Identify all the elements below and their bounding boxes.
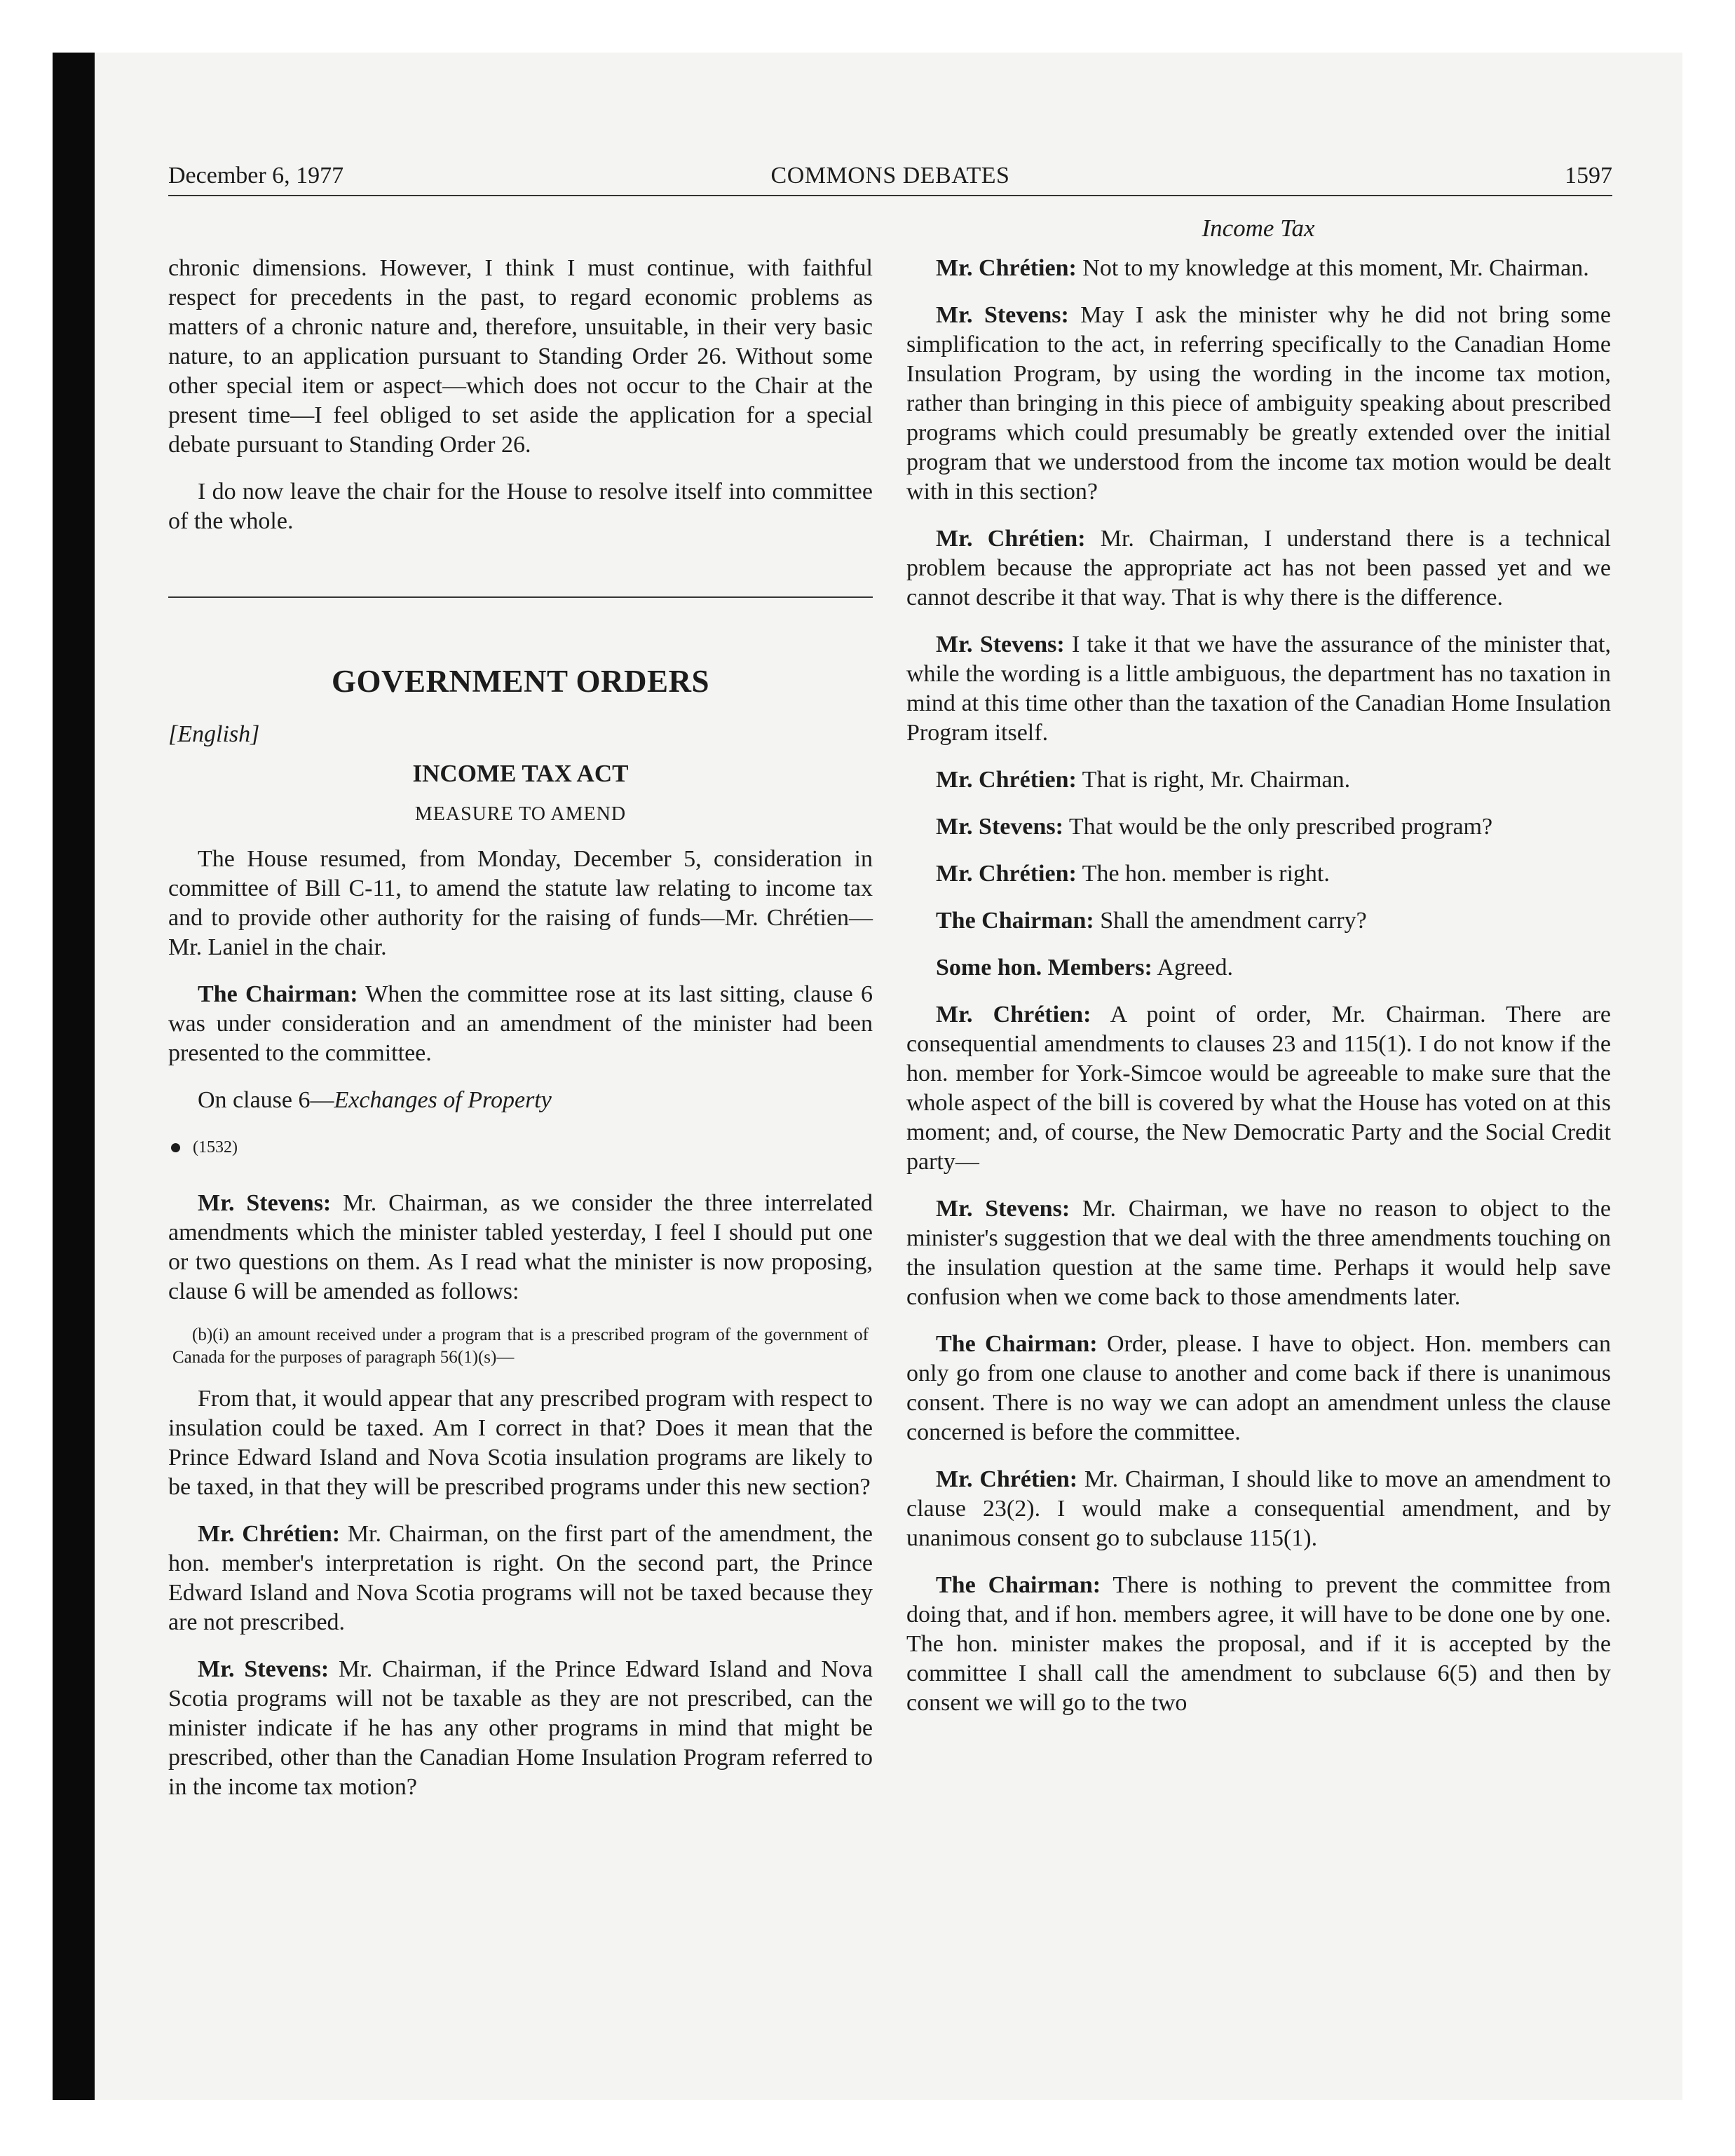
page-number: 1597 bbox=[1565, 163, 1612, 189]
quoted-amendment: (b)(i) an amount received under a program that is a prescribed program of the government of Canada for the purposes of paragraph 56(1)(s)— bbox=[172, 1325, 869, 1367]
header-publication: COMMONS DEBATES bbox=[770, 163, 1010, 189]
speaker-name: Mr. Chrétien: bbox=[936, 861, 1077, 887]
speech-text: That would be the only prescribed program? bbox=[1063, 814, 1493, 840]
speech bbox=[906, 1000, 1611, 1177]
speech bbox=[906, 254, 1611, 283]
speech-text: I take it that we have the assurance of the minister that, while the wording is a little ambiguous, the department has no taxation in mind at this time other than the taxation of the Canadian Home Insulation Program itself. bbox=[906, 632, 1611, 746]
speaker-name: Mr. Stevens: bbox=[198, 1190, 332, 1216]
bill-title: INCOME TAX ACT bbox=[412, 760, 629, 787]
bill-subtitle: MEASURE TO AMEND bbox=[414, 803, 627, 825]
paragraph: From that, it would appear that any prescribed program with respect to insulation could be taxed. Am I correct in that? Does it mean that the Prince Edward Island and Nova Scotia insulation programs are likely to be taxed, in that they will be prescribed programs under this new section? bbox=[168, 1386, 873, 1500]
speaker-name: The Chairman: bbox=[198, 981, 358, 1007]
speaker-name: Mr. Stevens: bbox=[936, 1196, 1070, 1222]
speech bbox=[906, 301, 1611, 507]
speech-text: Order, please. I have to object. Hon. members can only go from one clause to another and come back if there is unanimous consent. There is no way we can adopt an amendment unless the clause concerned is before the committee. bbox=[906, 1331, 1612, 1445]
paragraph: The House resumed, from Monday, December 5, consideration in committee of Bill C-11, to amend the statute law relating to income tax and to provide other authority for the raising of funds—Mr. Chrétien—Mr. Laniel in the chair. bbox=[168, 846, 873, 960]
speech-text: The hon. member is right. bbox=[1076, 861, 1330, 887]
speech bbox=[906, 630, 1611, 748]
speech bbox=[906, 812, 1611, 842]
speech-text: That is right, Mr. Chairman. bbox=[1076, 767, 1351, 793]
speaker-name: Mr. Chrétien: bbox=[936, 255, 1077, 281]
speech-text: Mr. Chairman, I understand there is a technical problem because the appropriate act has not been passed yet and we cannot describe it that way. That is why there is the difference. bbox=[906, 526, 1611, 610]
speaker-name: The Chairman: bbox=[936, 1572, 1101, 1598]
speech bbox=[168, 1520, 873, 1637]
speech-text: Mr. Chairman, as we consider the three interrelated amendments which the minister tabled yesterday, I feel I should put one or two questions on them. As I read what the minister is now proposing, clause 6 will be amended as follows: bbox=[168, 1190, 873, 1304]
speech-text: There is nothing to prevent the committee from doing that, and if hon. members agree, it will have to be done one by one. The hon. minister makes the proposal, and if it is accepted by the committee I shall call the amendment to subclause 6(5) and then by consent we will go to the two bbox=[906, 1572, 1611, 1716]
header-rule bbox=[168, 195, 1612, 196]
speaker-name: Mr. Stevens: bbox=[936, 632, 1065, 657]
speech bbox=[906, 906, 1611, 936]
speech bbox=[906, 859, 1611, 889]
speech-text: May I ask the minister why he did not bring some simplification to the act, in referring specifically to the Canadian Home Insulation Program, by using the wording in the income tax motion, rather than bringing in this piece of ambiguity speaking about prescribed programs which could presumably be greatly extended over the initial program that we understood from the income tax motion would be dealt with in this section? bbox=[906, 302, 1612, 505]
language-tag: [English] bbox=[168, 721, 260, 747]
binding-edge bbox=[53, 53, 95, 2100]
section-divider bbox=[168, 596, 873, 598]
speech-text: Shall the amendment carry? bbox=[1094, 908, 1367, 934]
speaker-name: Some hon. Members: bbox=[936, 955, 1152, 981]
speech bbox=[906, 524, 1611, 613]
speaker-name: The Chairman: bbox=[936, 908, 1094, 934]
speech bbox=[906, 765, 1611, 795]
speech bbox=[906, 1571, 1611, 1718]
clause-line bbox=[168, 1086, 873, 1115]
paragraph: I do now leave the chair for the House to resolve itself into committee of the whole. bbox=[168, 479, 873, 534]
timestamp-text: (1532) bbox=[193, 1138, 238, 1157]
speech bbox=[906, 1465, 1611, 1553]
speaker-name: Mr. Chrétien: bbox=[198, 1521, 341, 1547]
section-title: GOVERNMENT ORDERS bbox=[332, 664, 709, 699]
clause-title: Exchanges of Property bbox=[334, 1087, 552, 1113]
bullet-icon bbox=[171, 1143, 180, 1152]
speech bbox=[168, 1655, 873, 1802]
header-date: December 6, 1977 bbox=[168, 163, 344, 189]
speaker-name: Mr. Chrétien: bbox=[936, 1002, 1091, 1028]
speech bbox=[906, 953, 1611, 983]
speech bbox=[906, 1330, 1611, 1447]
right-column bbox=[906, 254, 1611, 1735]
speech-text: Agreed. bbox=[1152, 955, 1233, 981]
subject-heading: Income Tax bbox=[1202, 214, 1315, 242]
speech-text: Mr. Chairman, we have no reason to object to the minister's suggestion that we deal with the three amendments touching on the insulation question at the same time. Perhaps it would help save confusion when we come back to those amendments later. bbox=[906, 1196, 1611, 1310]
speech-text: A point of order, Mr. Chairman. There are consequential amendments to clauses 23 and 115(1). I do not know if the hon. member for York-Simcoe would be agreeable to make sure that the whole aspect of the bill is covered by what the House has voted on at this moment; and, of course, the New Democratic Party and the Social Credit party— bbox=[906, 1002, 1612, 1175]
speech bbox=[168, 1189, 873, 1306]
speech bbox=[906, 1194, 1611, 1312]
speech bbox=[168, 980, 873, 1068]
speaker-name: Mr. Chrétien: bbox=[936, 526, 1086, 552]
timestamp bbox=[168, 1133, 873, 1162]
paragraph: chronic dimensions. However, I think I must continue, with faithful respect for precedents in the past, to regard economic problems as matters of a chronic nature and, therefore, unsuitable, in their very basic nature, to an application pursuant to Standing Order 26. Without some other special item or aspect—which does not occur to the Chair at the present time—I feel obliged to set aside the application for a special debate pursuant to Standing Order 26. bbox=[168, 255, 873, 458]
speaker-name: Mr. Stevens: bbox=[936, 302, 1069, 328]
speech-text: Mr. Chairman, if the Prince Edward Island and Nova Scotia programs will not be taxable as they are not prescribed, can the minister indicate if he has any other programs in mind that might be prescribed, other than the Canadian Home Insulation Program referred to in the income tax motion? bbox=[168, 1656, 873, 1800]
speech-text: Mr. Chairman, on the first part of the amendment, the hon. member's interpretation is right. On the second part, the Prince Edward Island and Nova Scotia programs will not be taxed because they are not prescribed. bbox=[168, 1521, 873, 1635]
running-head bbox=[168, 163, 1612, 193]
speaker-name: The Chairman: bbox=[936, 1331, 1098, 1357]
left-column bbox=[168, 254, 873, 1820]
speaker-name: Mr. Stevens: bbox=[198, 1656, 329, 1682]
speech-text: When the committee rose at its last sitting, clause 6 was under consideration and an amendment of the minister had been presented to the committee. bbox=[168, 981, 873, 1066]
speaker-name: Mr. Chrétien: bbox=[936, 767, 1077, 793]
speaker-name: Mr. Stevens: bbox=[936, 814, 1063, 840]
speech-text: Mr. Chairman, I should like to move an amendment to clause 23(2). I would make a consequential amendment, and by unanimous consent go to subclause 115(1). bbox=[906, 1466, 1612, 1551]
speech-text: Not to my knowledge at this moment, Mr. Chairman. bbox=[1076, 255, 1589, 281]
speaker-name: Mr. Chrétien: bbox=[936, 1466, 1078, 1492]
clause-prefix: On clause 6— bbox=[198, 1087, 334, 1113]
